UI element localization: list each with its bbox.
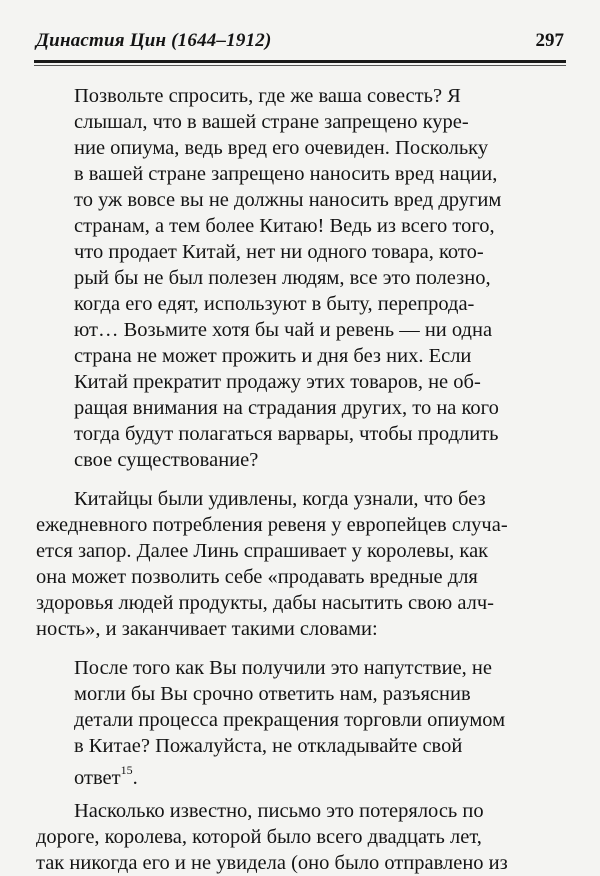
paragraph-line: ность», и заканчивает такими словами: (36, 618, 378, 640)
header-rule (34, 60, 566, 63)
header-rule-thin (34, 65, 566, 66)
quote-line: в вашей стране запрещено наносить вред нации, (74, 163, 498, 185)
quote-line: После того как Вы получили это напутствие, не (74, 657, 492, 679)
paragraph-line: ежедневного потребления ревеня у европейцев случа- (36, 514, 508, 536)
quote-line: что продает Китай, нет ни одного товара, кото- (74, 241, 484, 263)
quote-line: Позвольте спросить, где же ваша совесть? Я (74, 85, 461, 107)
running-title: Династия Цин (1644–1912) (36, 30, 272, 51)
quote-line: слышал, что в вашей стране запрещено куре- (74, 111, 469, 133)
running-head (36, 30, 564, 58)
quote-line: когда его едят, используют в быту, перепрода- (74, 293, 475, 315)
paragraph-line: здоровья людей продукты, дабы насытить свою алч- (36, 592, 494, 614)
paragraph-line: так никогда его и не увидела (оно было отправлено из (36, 852, 508, 874)
paragraph-line: дороге, королева, которой было всего двадцать лет, (36, 826, 482, 848)
paragraph-line: Насколько известно, письмо это потерялось по (74, 800, 484, 822)
quote-line: свое существование? (74, 449, 259, 471)
quote-line: детали процесса прекращения торговли опиумом (74, 709, 506, 731)
quote-last-line (74, 760, 138, 790)
quote-line: то уж вовсе вы не должны наносить вред другим (74, 189, 502, 211)
paragraph-line: ется запор. Далее Линь спрашивает у королевы, как (36, 540, 489, 562)
quote-line: в Китае? Пожалуйста, не откладывайте свой (74, 735, 463, 757)
quote-line: странам, а тем более Китаю! Ведь из всего того, (74, 215, 495, 237)
quote-line: страна не может прожить и дня без них. Если (74, 345, 472, 367)
quote-last-punct: . (132, 766, 138, 789)
footnote-ref[interactable]: 15 (120, 763, 133, 777)
quote-line: ние опиума, ведь вред его очевиден. Поскольку (74, 137, 489, 159)
paragraph-line: Китайцы были удивлены, когда узнали, что без (74, 488, 486, 510)
paragraph-line: она может позволить себе «продавать вредные для (36, 566, 478, 588)
quote-line: ращая внимания на страдания других, то на кого (74, 397, 499, 419)
quote-line: рый бы не был полезен людям, все это полезно, (74, 267, 491, 289)
quote-last-word: ответ (74, 766, 121, 789)
quote-line: тогда будут полагаться варвары, чтобы продлить (74, 423, 499, 445)
quote-line: могли бы Вы срочно ответить нам, разъяснив (74, 683, 471, 705)
page-number: 297 (535, 30, 564, 51)
quote-line: ют… Возьмите хотя бы чай и ревень — ни одна (74, 319, 493, 341)
quote-line: Китай прекратит продажу этих товаров, не об- (74, 371, 481, 393)
